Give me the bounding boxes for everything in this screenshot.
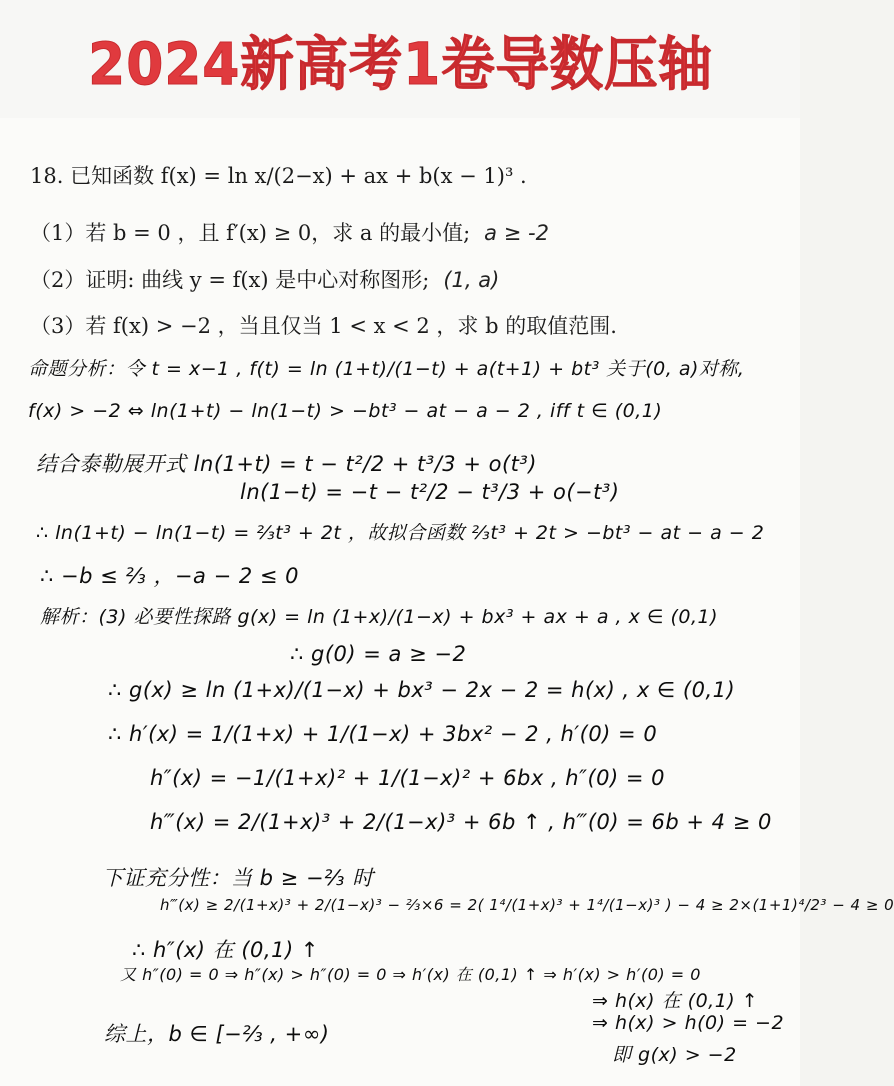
handwritten-line: ln(1−t) = −t − t²/2 − t³/3 + o(−t³) [240,480,620,504]
handwritten-line: 又 h″(0) = 0 ⇒ h″(x) > h″(0) = 0 ⇒ h′(x) 在 (0,1) ↑ ⇒ h′(x) > h′(0) = 0 [120,965,701,984]
handwritten-line: h‴(x) = 2/(1+x)³ + 2/(1−x)³ + 6b ↑ , h‴(0) = 6b + 4 ≥ 0 [150,810,772,834]
handwritten-line: 解析：(3) 必要性探路 g(x) = ln (1+x)/(1−x) + bx³ + ax + a , x ∈ (0,1) [40,606,719,628]
handwritten-line: ∴ h′(x) = 1/(1+x) + 1/(1−x) + 3bx² − 2 , h′(0) = 0 [108,722,658,746]
handwritten-line: 下证充分性：当 b ≥ −⅔ 时 [102,866,374,890]
handwritten-line: 即 g(x) > −2 [612,1044,737,1066]
handwritten-line: 综上，b ∈ [−⅔ , +∞) [104,1022,330,1046]
problem-stem: 18. 已知函数 f(x) = ln x/(2−x) + ax + b(x − 1)³ . [30,164,527,188]
worksheet [0,118,894,1086]
handwritten-line: ∴ g(x) ≥ ln (1+x)/(1−x) + bx³ − 2x − 2 = h(x) , x ∈ (0,1) [108,678,736,702]
handwritten-line: f(x) > −2 ⇔ ln(1+t) − ln(1−t) > −bt³ − at − a − 2 , iff t ∈ (0,1) [28,400,663,422]
part-1-text: （1）若 b = 0 ，且 f′(x) ≥ 0，求 a 的最小值; [30,221,471,245]
problem-part-1 [30,217,549,247]
handwritten-line: ∴ −b ≤ ⅔ ，−a − 2 ≤ 0 [40,564,300,588]
title-banner [0,0,800,118]
handwritten-line: ∴ ln(1+t) − ln(1−t) = ⅔t³ + 2t ，故拟合函数 ⅔t³ + 2t > −bt³ − at − a − 2 [36,522,765,544]
handwritten-line: h″(x) = −1/(1+x)² + 1/(1−x)² + 6bx , h″(0) = 0 [150,766,666,790]
handwritten-line: ⇒ h(x) 在 (0,1) ↑ [592,990,759,1012]
handwritten-line: ∴ h″(x) 在 (0,1) ↑ [132,938,319,962]
page-title: 2024新高考1卷导数压轴 [87,30,713,98]
problem-part-3: （3）若 f(x) > −2 ，当且仅当 1 < x < 2 ，求 b 的取值范围. [30,314,617,338]
handwritten-line: 结合泰勒展开式 ln(1+t) = t − t²/2 + t³/3 + o(t³) [36,452,537,476]
part-1-answer: a ≥ -2 [484,221,549,245]
handwritten-line: h‴(x) ≥ 2/(1+x)³ + 2/(1−x)³ − ⅔×6 = 2( 1⁴/(1+x)³ + 1⁴/(1−x)³ ) − 4 ≥ 2×(1+1)⁴/2³ − 4 ≥ 0 [160,896,894,914]
problem-part-2 [30,264,499,294]
handwritten-line: ∴ g(0) = a ≥ −2 [290,642,467,666]
part-2-answer: (1, a) [443,268,500,292]
handwritten-line: ⇒ h(x) > h(0) = −2 [592,1012,785,1034]
part-2-text: （2）证明: 曲线 y = f(x) 是中心对称图形; [30,268,430,292]
handwritten-line: 命题分析：令 t = x−1 , f(t) = ln (1+t)/(1−t) + a(t+1) + bt³ 关于(0, a)对称, [28,358,745,380]
